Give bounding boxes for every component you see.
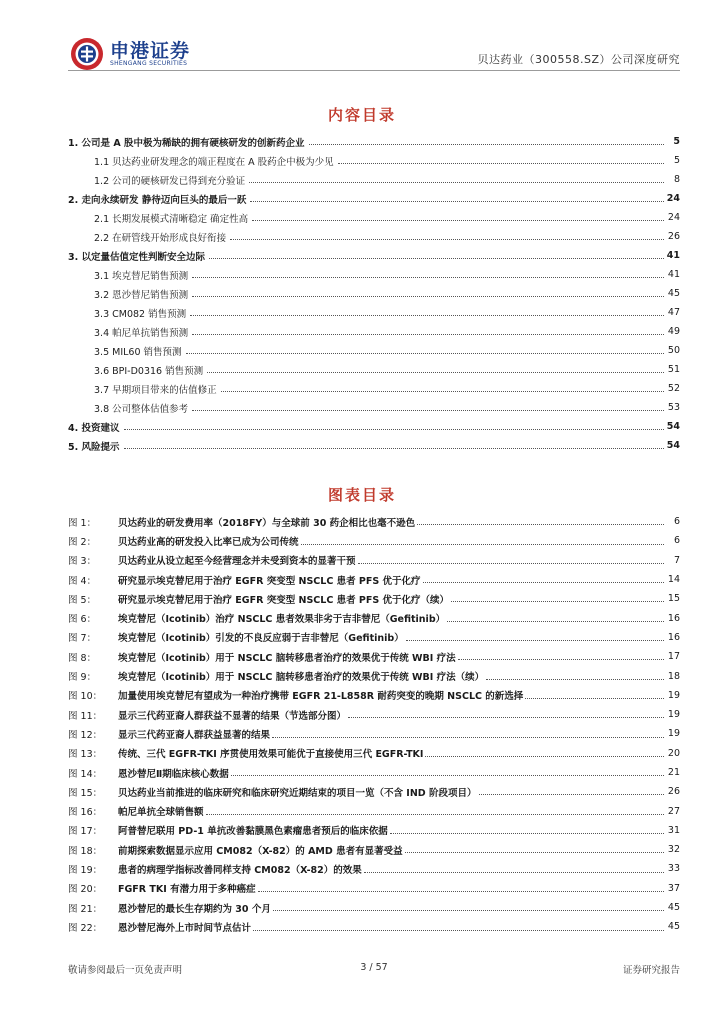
dot-leader — [486, 679, 664, 680]
toc-list — [68, 132, 680, 455]
figure-page: 37 — [667, 882, 680, 894]
toc-entry-label: 1.2 公司的硬核研发已得到充分验证 — [94, 175, 246, 187]
toc-entry[interactable] — [68, 360, 680, 379]
figure-number: 图 5： — [68, 594, 97, 606]
dot-leader — [358, 563, 664, 564]
figure-entry[interactable] — [68, 531, 680, 550]
figure-caption: 前期探索数据显示应用 CM082（X-82）的 AMD 患者有显著受益 — [118, 845, 403, 857]
toc-entry-label: 3. 以定量估值定性判断安全边际 — [68, 251, 206, 263]
figure-caption: 患者的病理学指标改善同样支持 CM082（X-82）的效果 — [118, 864, 362, 876]
toc-entry-label: 2.2 在研管线开始形成良好衔接 — [94, 232, 227, 244]
toc-entry-label: 3.2 恩沙替尼销售预测 — [94, 289, 189, 301]
dot-leader — [124, 448, 664, 449]
figure-number: 图 12： — [68, 729, 103, 741]
figure-page: 17 — [667, 651, 680, 663]
report-title: 贝达药业（300558.SZ）公司深度研究 — [477, 53, 680, 66]
dot-leader — [406, 640, 664, 641]
dot-leader — [258, 891, 664, 892]
dot-leader — [230, 239, 664, 240]
figure-page: 6 — [673, 516, 680, 528]
dot-leader — [273, 910, 664, 911]
dot-leader — [124, 429, 664, 430]
toc-entry-page: 53 — [667, 402, 680, 413]
dot-leader — [192, 410, 664, 411]
figure-entry[interactable] — [68, 570, 680, 589]
dot-leader — [206, 814, 664, 815]
figure-entry[interactable] — [68, 821, 680, 840]
figure-entry[interactable] — [68, 917, 680, 936]
figure-caption: 贝达药业当前推进的临床研究和临床研究近期结束的项目一览（不含 IND 阶段项目） — [118, 787, 477, 799]
toc-entry-page: 54 — [666, 421, 680, 432]
dot-leader — [192, 334, 664, 335]
figure-caption: 恩沙替尼的最长生存期约为 30 个月 — [118, 903, 271, 915]
figure-page: 7 — [673, 554, 680, 566]
toc-entry-label: 4. 投资建议 — [68, 422, 120, 434]
figure-page: 45 — [667, 902, 680, 914]
toc-entry[interactable] — [68, 436, 680, 455]
figure-page: 33 — [667, 863, 680, 875]
figure-entry[interactable] — [68, 551, 680, 570]
figure-number: 图 8： — [68, 652, 97, 664]
dot-leader — [451, 601, 664, 602]
figure-entry[interactable] — [68, 763, 680, 782]
toc-entry-label: 3.4 帕尼单抗销售预测 — [94, 327, 189, 339]
disclaimer-note: 敬请参阅最后一页免责声明 — [68, 965, 183, 976]
figure-number: 图 9： — [68, 672, 97, 684]
toc-entry-page: 54 — [666, 440, 680, 451]
toc-entry-page: 5 — [673, 136, 680, 147]
figure-number: 图 4： — [68, 575, 97, 587]
toc-entry[interactable] — [68, 132, 680, 151]
figure-caption: 埃克替尼（Icotinib）用于 NSCLC 脑转移患者治疗的效果优于传统 WBI 疗法（续） — [118, 672, 485, 684]
dot-leader — [249, 182, 664, 183]
toc-entry-page: 24 — [666, 193, 680, 204]
toc-entry[interactable] — [68, 303, 680, 322]
figure-page: 19 — [667, 709, 680, 721]
figure-entry[interactable] — [68, 898, 680, 917]
figure-entry[interactable] — [68, 647, 680, 666]
figure-page: 32 — [667, 844, 680, 856]
dot-leader — [186, 353, 664, 354]
figure-entry[interactable] — [68, 840, 680, 859]
figure-entry[interactable] — [68, 666, 680, 685]
dot-leader — [231, 775, 664, 776]
dot-leader — [209, 258, 664, 259]
figure-list — [68, 512, 680, 937]
dot-leader — [390, 833, 664, 834]
figure-page: 20 — [667, 747, 680, 759]
dot-leader — [458, 659, 664, 660]
toc-entry-label: 3.8 公司整体估值参考 — [94, 403, 189, 415]
figure-caption: 研究显示埃克替尼用于治疗 EGFR 突变型 NSCLC 患者 PFS 优于化疗（续） — [118, 594, 450, 606]
figure-caption: 传统、三代 EGFR-TKI 序贯使用效果可能优于直接使用三代 EGFR-TKI — [118, 749, 424, 761]
dot-leader — [252, 220, 664, 221]
dot-leader — [425, 756, 664, 757]
figure-entry[interactable] — [68, 705, 680, 724]
toc-entry[interactable] — [68, 170, 680, 189]
dot-leader — [207, 372, 664, 373]
figure-number: 图 18： — [68, 845, 103, 857]
figure-page: 26 — [667, 786, 680, 798]
figure-caption: FGFR TKI 有潜力用于多种癌症 — [118, 884, 256, 896]
toc-entry-label: 5. 风险提示 — [68, 441, 120, 453]
figure-page: 16 — [667, 612, 680, 624]
figure-caption: 加量使用埃克替尼有望成为一种治疗携带 EGFR 21-L858R 耐药突变的晚期 NSCLC 的新选择 — [118, 691, 524, 703]
dot-leader — [221, 391, 664, 392]
figure-number: 图 1： — [68, 517, 97, 529]
report-type: 证券研究报告 — [622, 965, 680, 976]
figure-page: 45 — [667, 921, 680, 933]
toc-entry[interactable] — [68, 379, 680, 398]
figure-entry[interactable] — [68, 724, 680, 743]
toc-entry-page: 49 — [667, 326, 680, 337]
toc-entry-page: 5 — [673, 155, 680, 166]
figure-caption: 显示三代药亚裔人群获益不显著的结果（节选部分图） — [118, 710, 347, 722]
figure-entry[interactable] — [68, 512, 680, 531]
page-number: 3 / 57 — [360, 962, 388, 973]
figure-entry[interactable] — [68, 628, 680, 647]
toc-entry[interactable] — [68, 227, 680, 246]
dot-leader — [190, 315, 664, 316]
dot-leader — [348, 717, 664, 718]
figure-entry[interactable] — [68, 744, 680, 763]
toc-entry-page: 24 — [667, 212, 680, 223]
figure-page: 31 — [667, 824, 680, 836]
toc-entry-page: 51 — [667, 364, 680, 375]
figure-number: 图 11： — [68, 710, 103, 722]
figure-entry[interactable] — [68, 686, 680, 705]
toc-entry[interactable] — [68, 284, 680, 303]
figure-page: 16 — [667, 631, 680, 643]
toc-entry-label: 3.6 BPI-D0316 销售预测 — [94, 365, 204, 377]
toc-entry-label: 1. 公司是 A 股中极为稀缺的拥有硬核研发的创新药企业 — [68, 137, 305, 149]
figure-number: 图 17： — [68, 826, 103, 838]
dot-leader — [301, 544, 664, 545]
figure-number: 图 21： — [68, 903, 103, 915]
toc-entry-label: 3.7 早期项目带来的估值修正 — [94, 384, 217, 396]
toc-entry[interactable] — [68, 341, 680, 360]
dot-leader — [272, 737, 664, 738]
figure-entry[interactable] — [68, 608, 680, 627]
dot-leader — [525, 698, 664, 699]
toc-entry[interactable] — [68, 265, 680, 284]
dot-leader — [192, 296, 664, 297]
toc-entry-label: 3.3 CM082 销售预测 — [94, 308, 187, 320]
figure-number: 图 14： — [68, 768, 103, 780]
figure-entry[interactable] — [68, 782, 680, 801]
toc-entry[interactable] — [68, 246, 680, 265]
toc-entry[interactable] — [68, 398, 680, 417]
figure-caption: 埃克替尼（Icotinib）用于 NSCLC 脑转移患者治疗的效果优于传统 WBI 疗法 — [118, 652, 456, 664]
toc-entry-label: 3.5 MIL60 销售预测 — [94, 346, 182, 358]
figure-caption: 阿普替尼联用 PD-1 单抗改善黏膜黑色素瘤患者预后的临床依据 — [118, 826, 388, 838]
figure-number: 图 19： — [68, 864, 103, 876]
toc-entry-page: 47 — [667, 307, 680, 318]
figure-page: 15 — [667, 593, 680, 605]
figure-caption: 恩沙替尼海外上市时间节点估计 — [118, 922, 252, 934]
figure-page: 21 — [667, 767, 680, 778]
dot-leader — [253, 930, 664, 931]
figure-number: 图 6： — [68, 614, 97, 626]
shengang-logo-icon — [70, 37, 104, 71]
header-divider — [68, 70, 680, 71]
figure-page: 19 — [667, 728, 680, 740]
figure-caption: 帕尼单抗全球销售额 — [118, 807, 204, 819]
toc-entry-page: 8 — [673, 174, 680, 185]
figure-page: 27 — [667, 805, 680, 817]
figure-number: 图 20： — [68, 884, 103, 896]
toc-entry-page: 45 — [667, 288, 680, 299]
toc-entry[interactable] — [68, 322, 680, 341]
figure-number: 图 7： — [68, 633, 97, 645]
figure-caption: 恩沙替尼Ⅱ期临床核心数据 — [118, 768, 229, 780]
dot-leader — [338, 163, 664, 164]
figure-caption: 贝达药业高的研发投入比率已成为公司传统 — [118, 536, 299, 548]
toc-entry[interactable] — [68, 417, 680, 436]
figure-entry[interactable] — [68, 589, 680, 608]
dot-leader — [447, 621, 664, 622]
figure-entry[interactable] — [68, 879, 680, 898]
figure-number: 图 15： — [68, 787, 103, 799]
figure-number: 图 2： — [68, 536, 97, 548]
logo-chinese-text: 申港证券 — [110, 40, 191, 62]
dot-leader — [423, 582, 664, 583]
toc-title: 内容目录 — [327, 106, 396, 124]
toc-entry-page: 41 — [666, 250, 680, 261]
toc-entry-label: 3.1 埃克替尼销售预测 — [94, 270, 189, 282]
toc-entry[interactable] — [68, 208, 680, 227]
figure-list-title: 图表目录 — [327, 486, 396, 504]
dot-leader — [417, 524, 664, 525]
dot-leader — [405, 852, 664, 853]
dot-leader — [309, 144, 665, 145]
toc-entry-label: 1.1 贝达药业研发理念的端正程度在 A 股药企中极为少见 — [94, 156, 334, 168]
dot-leader — [192, 277, 664, 278]
figure-caption: 贝达药业从设立起至今经营理念并未受到资本的显著干预 — [118, 556, 356, 568]
figure-page: 6 — [673, 535, 680, 547]
logo-english-text: SHENGANG SECURITIES — [110, 60, 188, 67]
figure-page: 19 — [667, 689, 680, 701]
dot-leader — [364, 872, 664, 873]
toc-entry-label: 2. 走向永续研发 静待迈向巨头的最后一跃 — [68, 194, 247, 206]
dot-leader — [250, 201, 664, 202]
toc-entry-page: 52 — [667, 383, 680, 394]
figure-caption: 贝达药业的研发费用率（2018FY）与全球前 30 药企相比也毫不逊色 — [118, 517, 416, 529]
figure-caption: 研究显示埃克替尼用于治疗 EGFR 突变型 NSCLC 患者 PFS 优于化疗 — [118, 575, 421, 587]
page-footer — [68, 962, 680, 976]
figure-entry[interactable] — [68, 859, 680, 878]
figure-caption: 显示三代药亚裔人群获益显著的结果 — [118, 729, 271, 741]
figure-number: 图 10： — [68, 691, 103, 703]
figure-number: 图 16： — [68, 807, 103, 819]
figure-caption: 埃克替尼（Icotinib）治疗 NSCLC 患者效果非劣于吉非替尼（Gefitinib） — [118, 614, 446, 626]
toc-entry-page: 26 — [667, 231, 680, 242]
toc-entry-label: 2.1 长期发展模式清晰稳定 确定性高 — [94, 213, 249, 225]
toc-entry-page: 50 — [667, 345, 680, 356]
figure-number: 图 13： — [68, 749, 103, 761]
figure-number: 图 3： — [68, 556, 97, 568]
toc-entry[interactable] — [68, 189, 680, 208]
toc-entry[interactable] — [68, 151, 680, 170]
figure-page: 18 — [667, 670, 680, 682]
page-header — [0, 0, 724, 72]
figure-entry[interactable] — [68, 801, 680, 820]
figure-caption: 埃克替尼（Icotinib）引发的不良反应弱于吉非替尼（Gefitinib） — [118, 633, 404, 645]
figure-page: 14 — [667, 574, 680, 586]
toc-entry-page: 41 — [667, 269, 680, 280]
dot-leader — [479, 794, 665, 795]
figure-number: 图 22： — [68, 922, 103, 934]
